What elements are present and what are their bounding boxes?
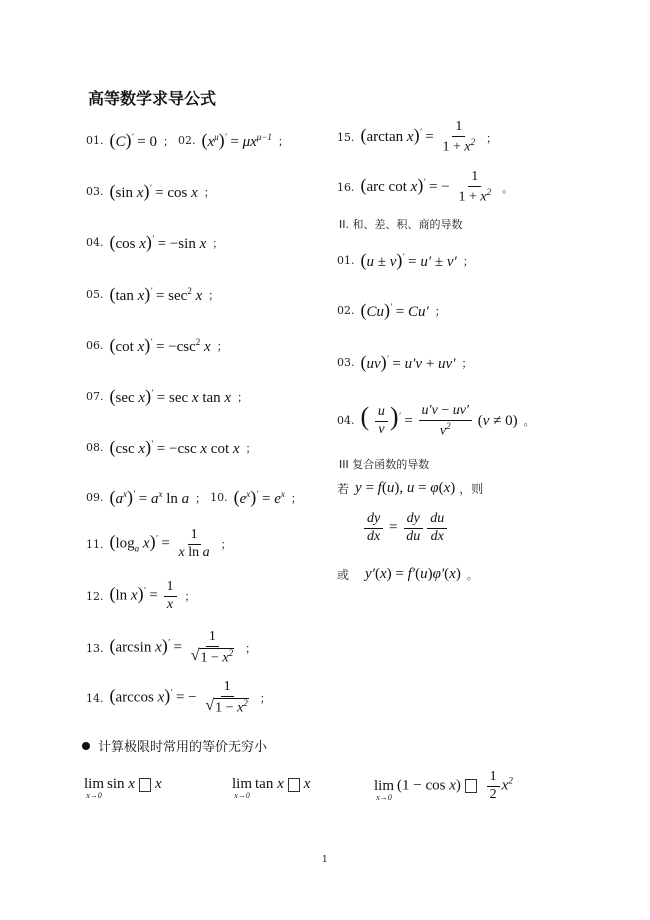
formula-label: 02. bbox=[177, 134, 196, 147]
separator: ； bbox=[216, 339, 228, 353]
formula-label: 14. bbox=[86, 691, 104, 705]
separator: ； bbox=[259, 692, 271, 706]
page-number: 1 bbox=[322, 855, 328, 865]
separator: ； bbox=[434, 304, 446, 318]
formula-01-02 bbox=[86, 130, 289, 151]
limit-operator: lim x→0 bbox=[232, 776, 253, 800]
formula-12 bbox=[86, 580, 196, 612]
formula-s01 bbox=[337, 250, 474, 271]
separator: ； bbox=[245, 441, 257, 455]
formula-13 bbox=[86, 630, 256, 666]
formula-14 bbox=[86, 680, 271, 716]
section-heading-3: III 复合函数的导数 bbox=[339, 458, 430, 471]
fraction: 1 √ $1 - x^2$ bbox=[205, 679, 248, 716]
limit-operator: lim x→0 bbox=[84, 776, 105, 800]
separator: ； bbox=[290, 491, 302, 505]
formula-expression: y = f(u), u = φ(x) bbox=[355, 480, 456, 496]
formula-label: 03. bbox=[337, 356, 355, 369]
formula-expression: lim x→0 (1 − cos x) $\frac{1}{2}$ $x^2$ bbox=[374, 769, 513, 802]
formula-expression: (uv)′ = u′v + uv′ bbox=[360, 352, 456, 372]
formula-expression: lim x→0 sin x x bbox=[84, 776, 162, 800]
formula-05 bbox=[86, 284, 219, 305]
bullet-icon bbox=[82, 742, 90, 750]
page-title: 高等数学求导公式 bbox=[88, 89, 217, 108]
equivalence-symbol bbox=[139, 778, 151, 792]
limit-sin bbox=[84, 776, 162, 800]
formula-expression: (arcsin x)′ = 1 √ $1 - x^2$ bbox=[110, 630, 240, 666]
formula-label: 06. bbox=[86, 339, 104, 352]
limit-cos bbox=[374, 770, 513, 802]
formula-expression: (arccos x)′ = − 1 √ $1 - x^2$ bbox=[110, 680, 254, 716]
formula-label: 01. bbox=[86, 134, 104, 147]
separator: ； bbox=[462, 254, 474, 268]
separator: 。 bbox=[502, 181, 514, 195]
separator: ； bbox=[208, 288, 220, 302]
formula-expression: (csc x)′ = −csc x cot x bbox=[109, 437, 240, 457]
formula-expression: (C)′ = 0 bbox=[109, 130, 157, 150]
composite-definition bbox=[337, 480, 485, 497]
formula-label: 07. bbox=[86, 390, 104, 403]
formula-label: 04. bbox=[86, 236, 104, 249]
formula-15 bbox=[337, 120, 497, 155]
formula-label: 03. bbox=[86, 185, 104, 198]
fraction: $\frac{u'v - uv'}{v^2}$ bbox=[419, 404, 472, 439]
fraction: $\frac{du}{dx}$ bbox=[427, 512, 447, 544]
separator: ； bbox=[245, 642, 257, 656]
fraction: $\frac{1}{\text{x ln a}}$ bbox=[178, 527, 210, 560]
fraction: $\frac{1}{2}$ bbox=[487, 770, 500, 802]
formula-expression: (arctan x)′ = $\frac{1}{1 + x^2}$ bbox=[361, 120, 481, 155]
formula-03 bbox=[86, 181, 215, 202]
formula-expression: (sec x)′ = sec x tan x bbox=[109, 386, 232, 406]
formula-label: 12. bbox=[86, 589, 104, 603]
formula-expression: (arc cot x)′ = − $\frac{1}{1 + x^2}$ bbox=[361, 170, 497, 205]
fraction: $\frac{1}{1 + x^2}$ bbox=[458, 169, 492, 205]
separator: ； bbox=[461, 356, 473, 370]
fraction: $\frac{u}{v}$ bbox=[375, 405, 388, 437]
formula-expression: $(x^\mu)' = \mu x^{\mu-1}$ bbox=[201, 130, 272, 150]
formula-expression: (tan $x)' = \sec^2 x$ bbox=[109, 284, 203, 304]
formula-06 bbox=[86, 335, 228, 356]
formula-expression: (u ± v)′ = u′ ± v′ bbox=[360, 250, 457, 270]
formula-label: 11. bbox=[86, 537, 104, 551]
formula-label: 08. bbox=[86, 441, 104, 454]
separator: 。 bbox=[523, 414, 535, 428]
formula-expression: lim x→0 tan x x bbox=[232, 776, 311, 800]
separator: ； bbox=[212, 236, 224, 250]
formula-expression: $\frac{dy}{dx}$ = $\frac{dy}{du}$ $\frac{du}{dx}$ bbox=[362, 512, 449, 544]
formula-s04 bbox=[337, 402, 535, 439]
formula-expression: ( $\frac{u}{v}$ )′ = $\frac{u'v - uv'}{v^2}$ (v ≠ 0) bbox=[360, 402, 518, 439]
formula-label: 02. bbox=[337, 304, 355, 317]
formula-expression: (ln x)′ = $\frac{1}{x}$ bbox=[110, 580, 179, 612]
separator: ； bbox=[203, 185, 215, 199]
formula-label: 05. bbox=[86, 288, 104, 301]
equivalence-symbol bbox=[465, 779, 477, 793]
formula-label: 04. bbox=[337, 414, 355, 428]
formula-expression: ($\log_a$ x)′ = $\frac{1}{\text{x ln a}}$ bbox=[110, 528, 215, 560]
equivalence-symbol bbox=[288, 778, 300, 792]
formula-expression: (cot $x)' = -\csc^2$ x bbox=[109, 335, 211, 355]
then-word: ，则 bbox=[459, 482, 484, 496]
formula-label: 10. bbox=[210, 491, 228, 504]
separator: ； bbox=[237, 390, 249, 404]
separator: ； bbox=[486, 131, 498, 145]
formula-expression: (sin x)′ = cos x bbox=[109, 181, 198, 201]
formula-label: 13. bbox=[86, 641, 104, 655]
separator: ； bbox=[277, 134, 289, 148]
formula-11 bbox=[86, 528, 232, 560]
formula-s02 bbox=[337, 300, 446, 321]
formula-04 bbox=[86, 232, 223, 253]
formula-label: 15. bbox=[337, 131, 355, 145]
bullet-text: 计算极限时常用的等价无穷小 bbox=[98, 740, 268, 755]
bullet-heading bbox=[82, 736, 267, 755]
formula-s03 bbox=[337, 352, 472, 373]
formula-expression: $(a^x)' = a^x$ ln a bbox=[109, 487, 190, 507]
separator: ； bbox=[195, 491, 207, 505]
separator: 。 bbox=[466, 568, 478, 582]
formula-07 bbox=[86, 386, 248, 407]
limit-tan bbox=[232, 776, 310, 800]
formula-16 bbox=[337, 170, 513, 205]
section-heading-2: II. 和、差、积、商的导数 bbox=[339, 218, 463, 231]
formula-expression: (Cu)′ = Cu′ bbox=[360, 300, 429, 320]
fraction: $\frac{dy}{du}$ bbox=[403, 512, 423, 544]
formula-09-10 bbox=[86, 487, 302, 508]
separator: ； bbox=[162, 134, 174, 148]
separator: ； bbox=[184, 590, 196, 604]
limit-operator: lim x→0 bbox=[374, 777, 395, 802]
fraction: $\frac{1}{x}$ bbox=[164, 580, 177, 612]
formula-expression: $(e^x)' = e^x$ bbox=[233, 487, 285, 507]
or-word: 或 bbox=[337, 568, 350, 582]
formula-label: 16. bbox=[337, 181, 355, 195]
fraction: $\frac{1}{1 + x^2}$ bbox=[442, 119, 476, 155]
fraction: 1 √ $1 - x^2$ bbox=[190, 629, 234, 666]
separator: ； bbox=[220, 538, 232, 552]
chain-rule-prime bbox=[337, 566, 478, 583]
formula-08 bbox=[86, 437, 257, 458]
formula-expression: y′(x) = f′(u)φ′(x) bbox=[365, 566, 461, 582]
formula-label: 09. bbox=[86, 491, 104, 504]
formula-expression: (cos x)′ = −sin x bbox=[109, 232, 207, 252]
fraction: $\frac{dy}{dx}$ bbox=[364, 512, 383, 544]
if-word: 若 bbox=[337, 482, 350, 496]
formula-label: 01. bbox=[337, 254, 355, 267]
chain-rule-leibniz bbox=[362, 512, 449, 544]
